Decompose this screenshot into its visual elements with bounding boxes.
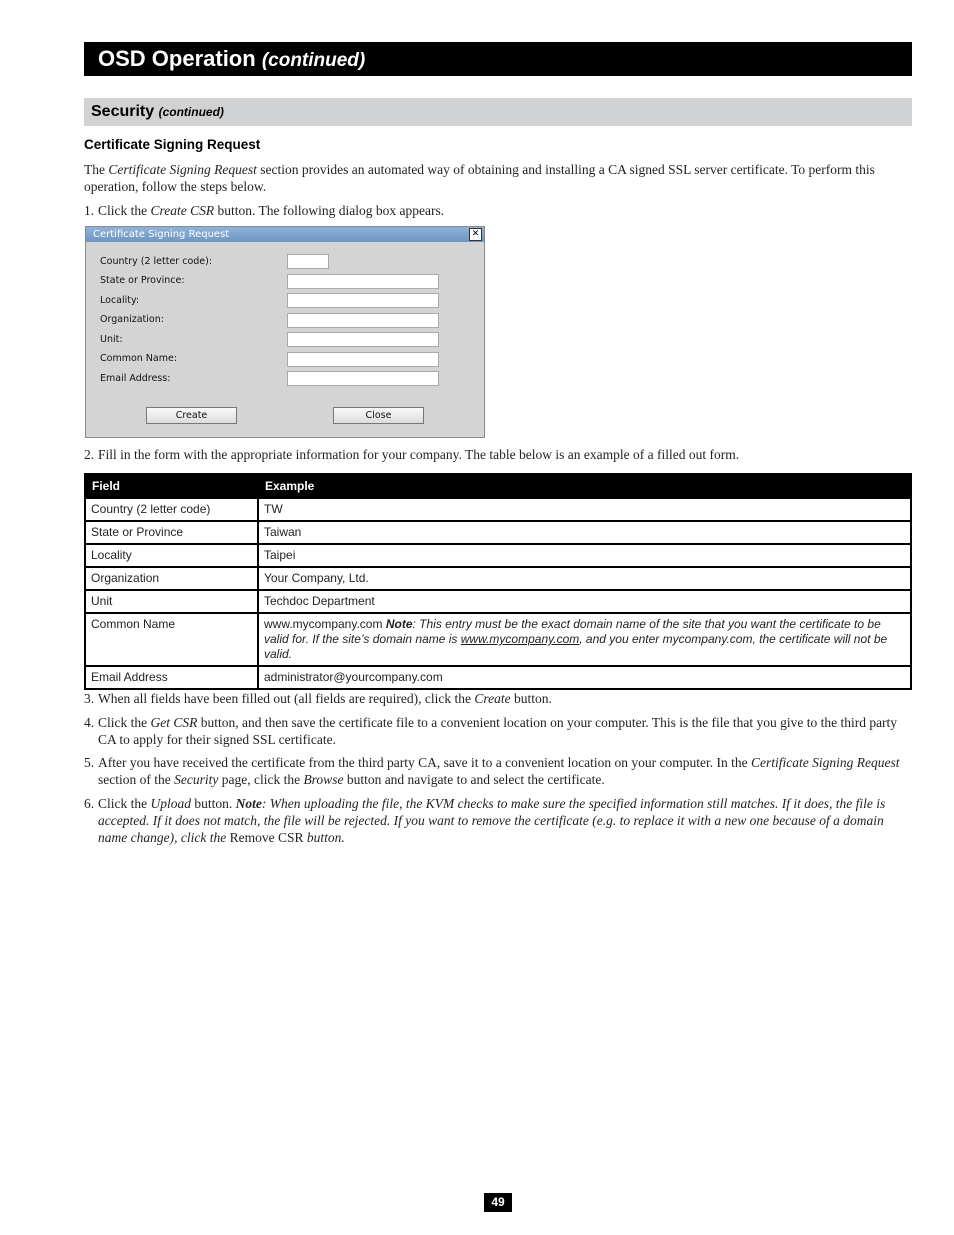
create-button[interactable]: Create bbox=[146, 407, 237, 424]
table-row bbox=[85, 544, 911, 567]
step-2: 2. Fill in the form with the appropriate information for your company. The table below is an example of a filled out form. bbox=[84, 447, 740, 462]
email-label: Email Address: bbox=[100, 373, 171, 384]
table-cell: TW bbox=[258, 498, 911, 521]
step-1: 1. Click the Create CSR button. The following dialog box appears. bbox=[84, 203, 445, 218]
page-number: 49 bbox=[484, 1193, 512, 1212]
country-input[interactable] bbox=[287, 254, 329, 269]
csr-dialog bbox=[85, 226, 485, 438]
common-name-label: Common Name: bbox=[100, 353, 178, 364]
table-row bbox=[85, 666, 911, 689]
table-row bbox=[85, 613, 911, 666]
intro-paragraph: The Certificate Signing Request section provides an automated way of obtaining and installing a CA signed SSL server certificate. To perform this operation, follow the steps below. bbox=[84, 162, 875, 194]
common-name-input[interactable] bbox=[287, 352, 439, 367]
column-header: Example bbox=[258, 474, 911, 498]
table-cell: Locality bbox=[85, 544, 258, 567]
close-icon[interactable]: ✕ bbox=[469, 228, 482, 241]
organization-label: Organization: bbox=[100, 314, 164, 325]
subheading: Certificate Signing Request bbox=[84, 137, 261, 152]
example-table bbox=[84, 473, 912, 690]
table-cell: Techdoc Department bbox=[258, 590, 911, 613]
state-input[interactable] bbox=[287, 274, 439, 289]
step-4: 4. Click the Get CSR button, and then save the certificate file to a convenient location on your computer. This is the file that you give to the third party CA to apply for their signed SSL certificate. bbox=[84, 715, 898, 747]
state-label: State or Province: bbox=[100, 275, 185, 286]
step-5: 5. After you have received the certificate from the third party CA, save it to a convenient location on your computer. In the Certificate Signing Request section of the Security page, click the Browse button and navigate to and select the certificate. bbox=[84, 755, 900, 787]
table-cell: Country (2 letter code) bbox=[85, 498, 258, 521]
column-header: Field bbox=[85, 474, 258, 498]
section-title-suffix: (continued) bbox=[158, 105, 224, 119]
page-banner bbox=[84, 42, 912, 76]
table-cell: Your Company, Ltd. bbox=[258, 567, 911, 590]
country-label: Country (2 letter code): bbox=[100, 256, 213, 267]
table-cell: Taiwan bbox=[258, 521, 911, 544]
table-cell: Email Address bbox=[85, 666, 258, 689]
step-3: 3. When all fields have been filled out (all fields are required), click the Create button. bbox=[84, 691, 552, 706]
section-bar bbox=[84, 98, 912, 126]
table-row bbox=[85, 498, 911, 521]
step-6: 6. Click the Upload button. Note: When uploading the file, the KVM checks to make sure the specified information still matches. If it does, the file is accepted. If it does not match, the file will be rejected. If you want to remove the certificate (e.g. to replace it with a new one because of a domain name change), click the Remove CSR button. bbox=[84, 796, 886, 845]
unit-label: Unit: bbox=[100, 334, 123, 345]
table-cell: Organization bbox=[85, 567, 258, 590]
table-cell: Unit bbox=[85, 590, 258, 613]
close-button[interactable]: Close bbox=[333, 407, 424, 424]
table-header-row bbox=[85, 474, 911, 498]
table-cell: State or Province bbox=[85, 521, 258, 544]
table-row bbox=[85, 567, 911, 590]
table-cell: Taipei bbox=[258, 544, 911, 567]
dialog-title: Certificate Signing Request bbox=[93, 229, 230, 240]
table-row bbox=[85, 521, 911, 544]
dialog-title-bar bbox=[86, 227, 484, 242]
table-row bbox=[85, 590, 911, 613]
locality-label: Locality: bbox=[100, 295, 140, 306]
domain-link: www.mycompany.com bbox=[460, 632, 580, 646]
page-title-suffix: (continued) bbox=[261, 50, 366, 71]
page-title: OSD Operation bbox=[98, 46, 256, 71]
section-title: Security bbox=[91, 103, 155, 120]
unit-input[interactable] bbox=[287, 332, 439, 347]
email-input[interactable] bbox=[287, 371, 439, 386]
table-cell: Common Name bbox=[85, 613, 258, 666]
locality-input[interactable] bbox=[287, 293, 439, 308]
organization-input[interactable] bbox=[287, 313, 439, 328]
table-cell: administrator@yourcompany.com bbox=[258, 666, 911, 689]
table-cell: www.mycompany.com Note: This entry must be the exact domain name of the site that you want the certificate to be valid for. If the site’s domain name is www.mycompany.com, and you enter mycompany.com, the certificate will not be valid. bbox=[258, 613, 911, 666]
